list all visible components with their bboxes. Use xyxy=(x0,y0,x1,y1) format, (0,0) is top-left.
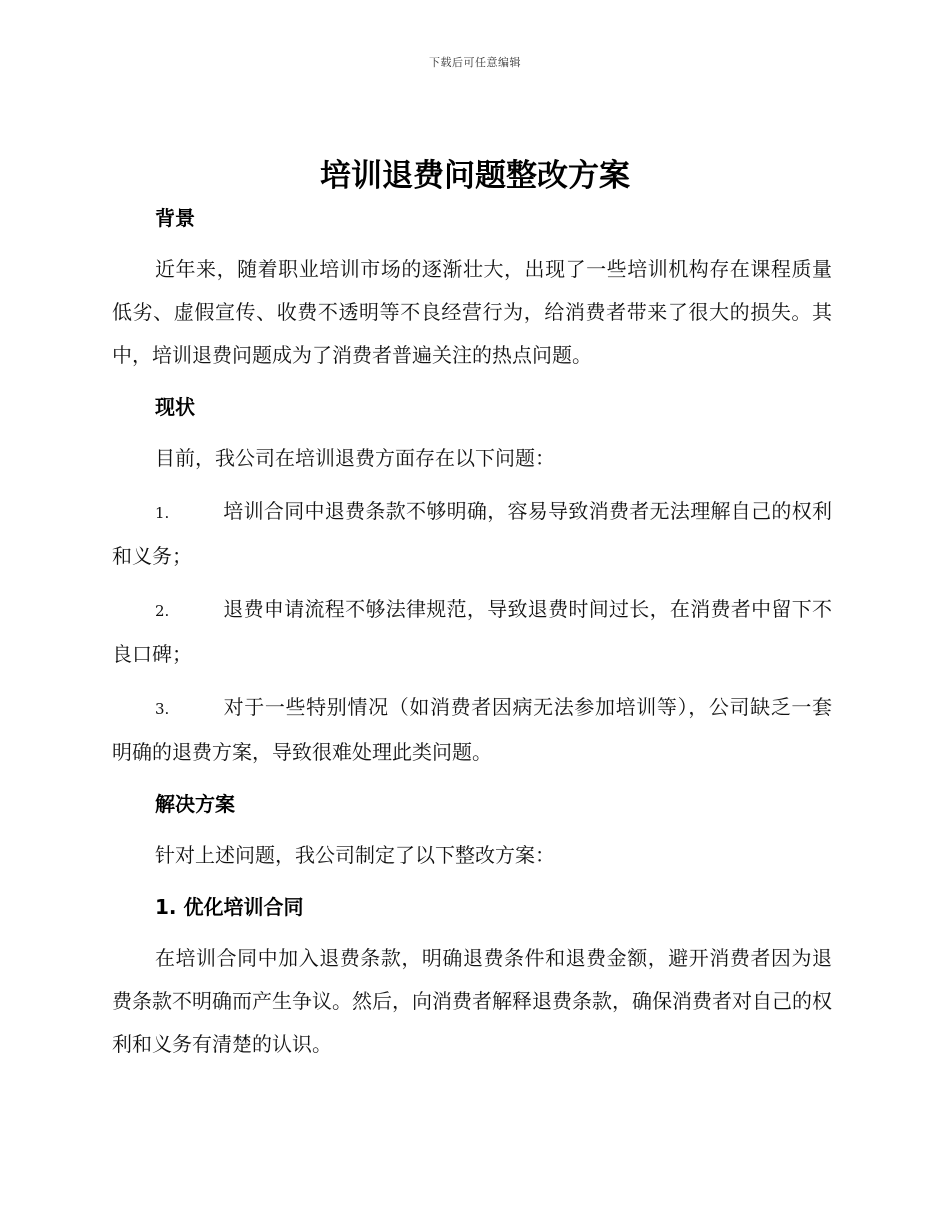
background-paragraph: 近年来，随着职业培训市场的逐渐壮大，出现了一些培训机构存在课程质量低劣、虚假宣传、收费不透明等不良经营行为，给消费者带来了很大的损失。其中，培训退费问题成为了消费者普遍关注的热点问题。 xyxy=(112,257,832,367)
list-number: 3. xyxy=(155,700,170,718)
section-heading-background: 背景 xyxy=(155,206,195,230)
document-title: 培训退费问题整改方案 xyxy=(320,158,630,194)
subsection-heading-optimize-contract: 1. 优化培训合同 xyxy=(155,895,304,919)
list-number: 2. xyxy=(155,602,170,620)
list-item-text: 培训合同中退费条款不够明确，容易导致消费者无法理解自己的权利和义务； xyxy=(112,499,832,568)
section-heading-status: 现状 xyxy=(155,395,195,419)
list-item xyxy=(112,588,832,676)
document-body xyxy=(112,198,832,1076)
section-heading-solution: 解决方案 xyxy=(155,792,235,816)
list-item-text: 退费申请流程不够法律规范，导致退费时间过长，在消费者中留下不良口碑； xyxy=(112,597,832,666)
optimize-contract-paragraph: 在培训合同中加入退费条款，明确退费条件和退费金额，避开消费者因为退费条款不明确而产生争议。然后，向消费者解释退费条款，确保消费者对自己的权利和义务有清楚的认识。 xyxy=(112,946,832,1056)
solution-intro: 针对上述问题，我公司制定了以下整改方案： xyxy=(155,843,555,867)
list-number: 1. xyxy=(155,504,170,522)
page-header: 下载后可任意编辑 xyxy=(429,56,521,69)
list-item xyxy=(112,490,832,578)
status-intro: 目前，我公司在培训退费方面存在以下问题： xyxy=(155,446,555,470)
list-item xyxy=(112,686,832,774)
list-item-text: 对于一些特别情况（如消费者因病无法参加培训等），公司缺乏一套明确的退费方案，导致很难处理此类问题。 xyxy=(112,695,832,764)
